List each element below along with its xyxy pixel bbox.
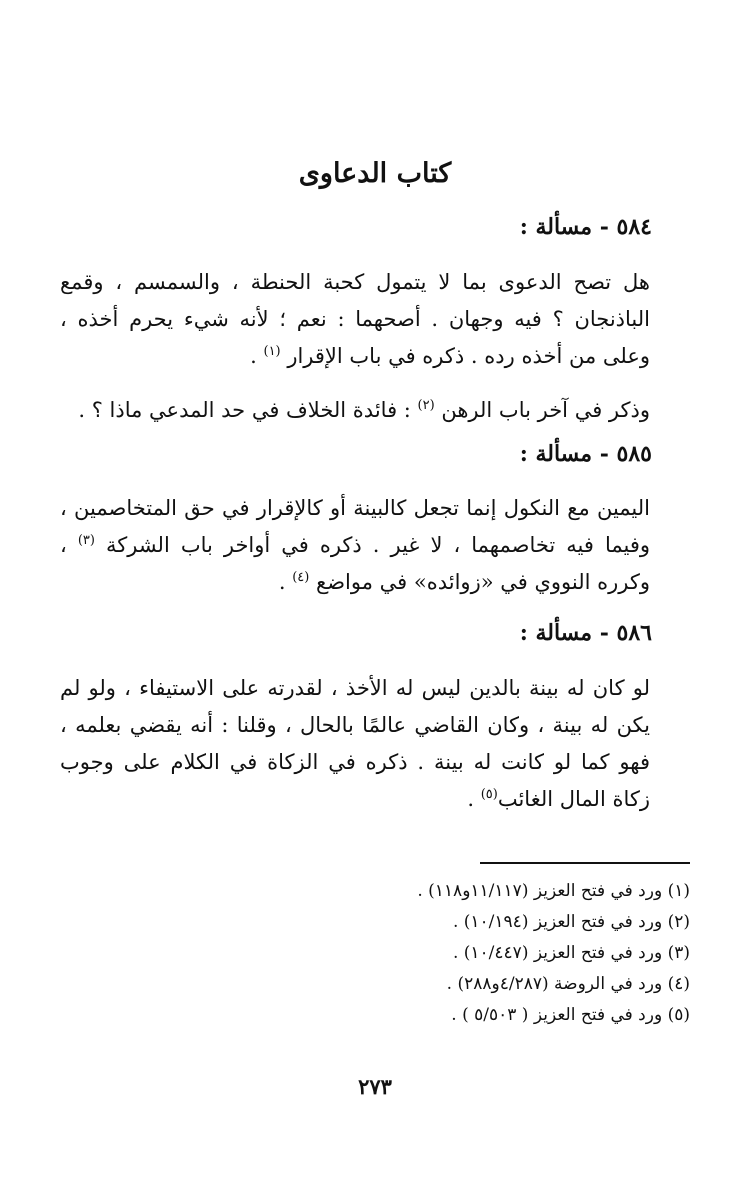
issue-584-paragraph: هل تصح الدعوى بما لا يتمول كحبة الحنطة ، والسمسم ، وقمع الباذنجان ؟ فيه وجهان . أصحهما : نعم ؛ لأنه شيء يحرم أخذه ، وعلى من أخذه رده . ذكره في باب الإقرار $^{(١)}$ . <box>60 270 650 368</box>
issue-585-heading: ٥٨٥ - مسألة : <box>519 441 652 467</box>
footnote-5: (٥) ورد في فتح العزيز ( ٥/٥٠٣ ) . <box>451 1005 690 1025</box>
chapter-title: كتاب الدعاوى <box>298 158 452 189</box>
footnote-1: (١) ورد في فتح العزيز (١١/١١٧و١١٨) . <box>417 881 690 901</box>
page-number: ٢٧٣ <box>358 1074 392 1099</box>
footnote-ref-3: (٣) <box>77 533 95 548</box>
issue-586-heading: ٥٨٦ - مسألة : <box>519 620 652 646</box>
issue-585-paragraph: اليمين مع النكول إنما تجعل كالبينة أو كالإقرار في حق المتخاصمين ، وفيما فيه تخاصمهما ، لا غير . ذكره في أواخر باب الشركة $^{(٣)}$ ، وكرره النووي في «زوائده» في مواضع $^{(٤)}$ . <box>60 496 650 594</box>
footnote-ref-1: (١) <box>263 344 281 359</box>
footnote-4: (٤) ورد في الروضة (٤/٢٨٧و٢٨٨) . <box>446 974 690 994</box>
issue-584-heading: ٥٨٤ - مسألة : <box>519 214 652 240</box>
issue-584-text: هل تصح الدعوى بما لا يتمول كحبة الحنطة ، والسمسم ، وقمع الباذنجان ؟ فيه وجهان . أصحهما : نعم ؛ لأنه شيء يحرم أخذه ، وعلى من أخذه رده . ذكره في باب الإقرار <box>60 270 650 368</box>
footnote-3: (٣) ورد في فتح العزيز (١٠/٤٤٧) . <box>452 943 690 963</box>
issue-584-second-paragraph: وذكر في آخر باب الرهن $^{(٢)}$ : فائدة الخلاف في حد المدعي ماذا ؟ . <box>78 398 650 422</box>
footnote-ref-4: (٤) <box>292 570 310 585</box>
footnote-ref-2: (٢) <box>417 398 435 413</box>
footnotes <box>290 876 690 1031</box>
issue-586-paragraph: لو كان له بينة بالدين ليس له الأخذ ، لقدرته على الاستيفاء ، ولو لم يكن له بينة ، وكان القاضي عالمًا بالحال ، وقلنا : أنه يقضي بعلمه ، فهو كما لو كانت له بينة . ذكره في الزكاة في الكلام على وجوب زكاة المال الغائب$^{(٥)}$ . <box>60 676 650 811</box>
footnote-ref-5: (٥) <box>480 787 498 802</box>
footnote-divider <box>480 862 690 864</box>
footnote-2: (٢) ورد في فتح العزيز (١٠/١٩٤) . <box>452 912 690 932</box>
